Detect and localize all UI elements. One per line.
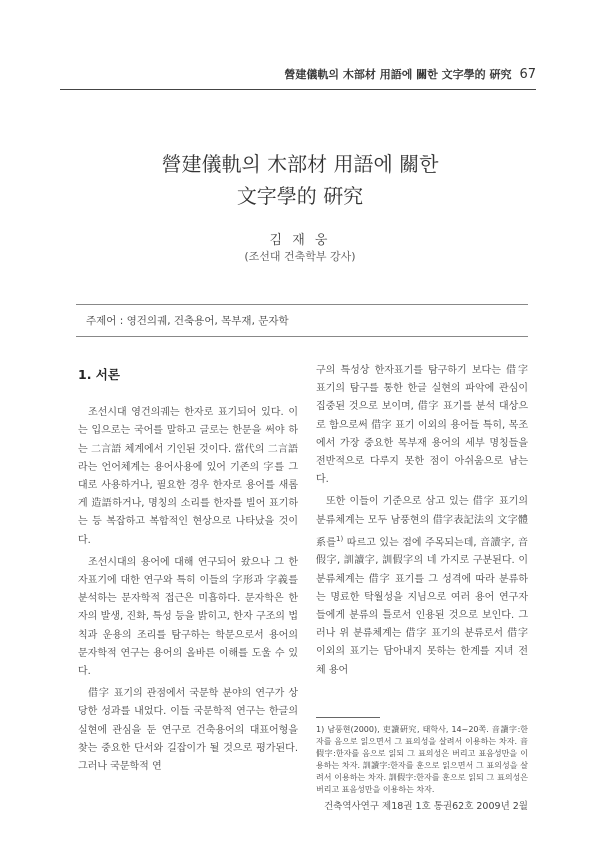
- author-affiliation: (조선대 건축학부 강사): [244, 250, 356, 263]
- running-head-title: 營建儀軌의 木部材 用語에 關한 文字學的 硏究: [284, 68, 512, 81]
- footnote-marker: 1): [336, 534, 344, 543]
- body-paragraph: [316, 493, 528, 679]
- body-paragraph: 借字 표기의 관점에서 국문학 분야의 연구가 상당한 성과를 내었다. 이들 국문학적 연구는 한글의 실현에 관심을 둔 연구로 건축용어의 대표어형을 찾는 중요한 단서와 길잡이가 될 것으로 평가된다. 그러나 국문학적 연: [78, 688, 298, 773]
- paper-title-line-1: 營建儀軌의 木部材 用語에 關한: [161, 152, 439, 176]
- paper-title: [0, 148, 600, 212]
- header-rule: [60, 89, 536, 90]
- footnote-rule: [316, 717, 380, 718]
- body-column-right: [316, 362, 528, 684]
- body-paragraph: 구의 특성상 한자표기를 탐구하기 보다는 借字 표기의 탐구를 통한 한글 실현의 파악에 관심이 집중된 것으로 보이며, 借字 표기를 분석 대상으로 함으로써 借字 표기 이외의 용어들 특히, 목조에서 가장 중요한 목부재 용어의 세부 명칭들을 전반적으로 다루지 못한 점이 아쉬움으로 남는다.: [316, 365, 528, 486]
- body-text: 또한 이들이 기준으로 삼고 있는 借字 표기의 분류체계는 모두 남풍현의 借字表記法의 文字體系를: [316, 496, 528, 549]
- paper-title-line-2: 文字學的 硏究: [236, 184, 364, 208]
- footnote: 1) 남풍현(2000), 吏讀硏究, 태학사, 14~20쪽. 音讀字:한자를 음으로 읽으면서 그 표의성을 살려서 이용하는 차자. 音假字:한자를 음으로 읽되 그 표의성은 버리고 표음성만을 이용하는 차자. 訓讀字:한자를 훈으로 읽으면서 그 표의성을 살려서 이용하는 차자. 訓假字:한자를 훈으로 읽되 그 표의성은 버리고 표음성만을 이용하는 차자.: [316, 725, 528, 794]
- keywords: 주제어 : 영건의궤, 건축용어, 목부재, 문자학: [86, 315, 289, 327]
- keywords-rule-top: [76, 304, 528, 305]
- journal-footer: 건축역사연구 제18권 1호 통권62호 2009년 2월: [323, 801, 528, 812]
- keywords-rule-bottom: [76, 336, 528, 337]
- author-name: 김 재 웅: [269, 233, 331, 248]
- running-head: [60, 66, 536, 82]
- body-paragraph: 조선시대의 용어에 대해 연구되어 왔으나 그 한자표기에 대한 연구와 특히 이들의 字形과 字義를 분석하는 문자학적 접근은 미흡하다. 문자학은 한자의 발생, 진화, 특성 등을 밝히고, 한자 구조의 법칙과 운용의 조리를 탐구하는 학문으로서 용어의 문자학적 연구는 용어의 올바른 이해를 도울 수 있다.: [78, 556, 298, 678]
- body-text: 따르고 있는 점에 주목되는데, 音讀字, 音假字, 訓讀字, 訓假字의 네 가지로 구분된다. 이 분류체계는 借字 표기를 그 성격에 따라 분류하는 명료한 탁월성을 지님으로 여러 용어 연구자들에게 분류의 틀로서 인용된 것으로 보인다. 그러나 위 분류체계는 借字 표기의 분류로서 借字 이외의 표기는 담아내지 못하는 한계를 지녀 전체 용어: [316, 537, 528, 676]
- body-paragraph: 조선시대 영건의궤는 한자로 표기되어 있다. 이는 입으로는 국어를 말하고 글로는 한문을 써야 하는 二言語 체계에서 기인된 것이다. 當代의 二言語라는 언어체계는 용어사용에 있어 기존의 字를 그대로 사용하거나, 필요한 경우 한자로 용어를 새롭게 造語하거나, 명칭의 소리를 한자를 빌어 표기하는 등 복잡하고 복합적인 현상으로 나타났을 것이다.: [78, 407, 298, 546]
- page-number: 67: [519, 67, 536, 82]
- section-heading: 1. 서론: [78, 367, 120, 382]
- body-column-left: [78, 362, 298, 780]
